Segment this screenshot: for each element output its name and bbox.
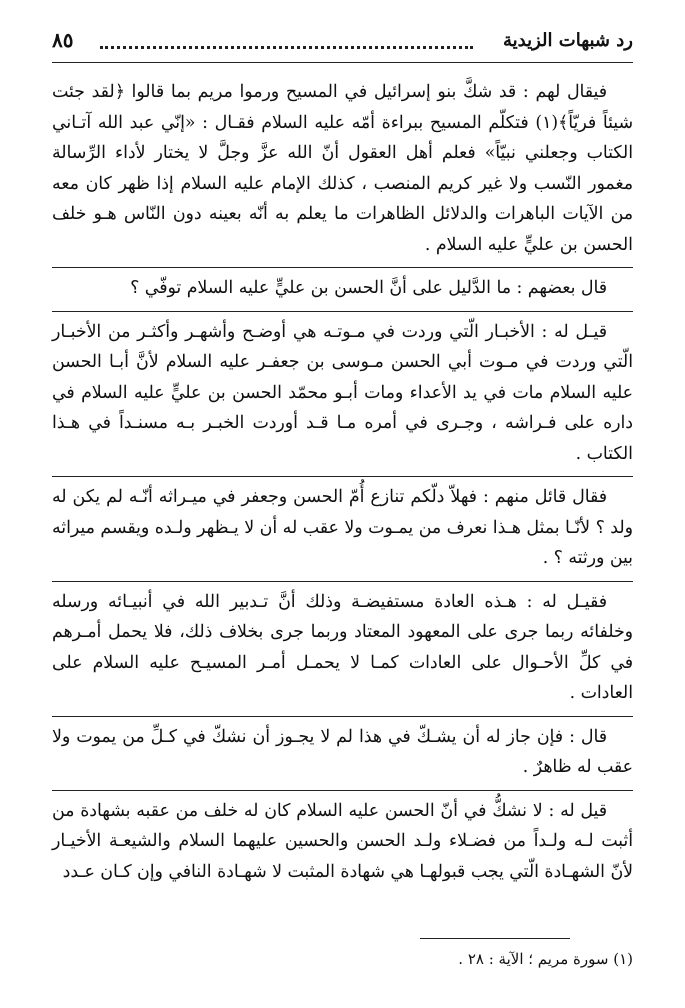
page-number: ٨٥: [52, 28, 74, 52]
footnote: (١) سورة مريم ؛ الآية : ٢٨ .: [458, 950, 633, 968]
page-body: [52, 72, 633, 894]
paragraph: قال : فإن جاز له أن يشـكّ في هذا لم لا يجـوز أن نشكّ في كـلِّ من يموت ولا عقب له ظاهرٌ .: [52, 726, 633, 777]
header-dot-leader: [100, 36, 473, 49]
header-rule: [52, 62, 633, 63]
paragraph: فيقال لهم : قد شكَّ بنو إسرائيل في المسيح ورموا مريم بما قالوا ﴿لقد جئت شيئاً فريّاً﴾(١) فتكلّم المسيح ببراءة أمّه عليه السلام فقـال : «إنّي عبد الله آتـاني الكتاب وجعلني نبيّاً» فعلم أهل العقول أنّ الله عزَّ وجلَّ لا يختار لأداء الرِّسالة مغمور النّسب ولا غير كريم المنصب ، كذلك الإمام عليه السلام إذا ظهر كان معه من الآيات الباهرات والدلائل الظاهرات ما يعلم به أنّه بعينه دون النّاس هـو خلف الحسن بن عليٍّ عليه السلام .: [52, 82, 633, 255]
paragraph: قيـل له : الأخبـار الّتي وردت في مـوتـه هي أوضـح وأشهـر وأكثـر من الأخبـار الّتي وردت في مـوت أبي الحسن مـوسى بن جعفـر عليه السلام لأنَّ أبـا الحسن عليه السلام مات في يد الأعداء ومات أبـو محمّد الحسن بن عليٍّ عليه السلام في داره على فـراشه ، وجـرى في أمره مـا قـد أوردت الخبـر بـه مسنـداً في هـذا الكتاب .: [52, 321, 633, 464]
paragraph: قال بعضهم : ما الدَّليل على أنَّ الحسن بن عليٍّ عليه السلام توفّي ؟: [130, 278, 607, 298]
footnote-rule: [420, 938, 570, 939]
page-header: [52, 26, 633, 60]
paragraph: فقيـل له : هـذه العادة مستفيضـة وذلك أنَّ تـدبير الله في أنبيـائه ورسله وخلفائه ربما جرى على المعهود المعتاد وربما جرى بخلاف ذلك، فلا يحمل أمـرهم في كلِّ الأحـوال على العادات كمـا لا يحمـل أمـر المسيـح عليه السلام على العادات .: [52, 591, 633, 703]
paragraph: فقال قائل منهم : فهلاّ دلّكم تنازع أُمّ الحسن وجعفر في ميـراثه أنّـه لم يكن له ولد ؟ لأنّـا بمثل هـذا نعرف من يمـوت ولا عقب له أن لا يـظهر ولـده ويقسم ميراثه بين ورثته ؟ .: [52, 487, 633, 568]
paragraph: قيل له : لا نشكُّ في أنّ الحسن عليه السلام كان له خلف من عقبه بشهادة من أثبت لـه ولـداً من فضـلاء ولـد الحسن والحسين عليهما السلام والشيعـة الأخيـار لأنّ الشهـادة الّتي يجب قبولهـا هي شهادة المثبت لا شهـادة النافي وإن كـان عـدد: [52, 800, 633, 882]
running-title: رد شبهات الزيدية: [502, 30, 633, 51]
